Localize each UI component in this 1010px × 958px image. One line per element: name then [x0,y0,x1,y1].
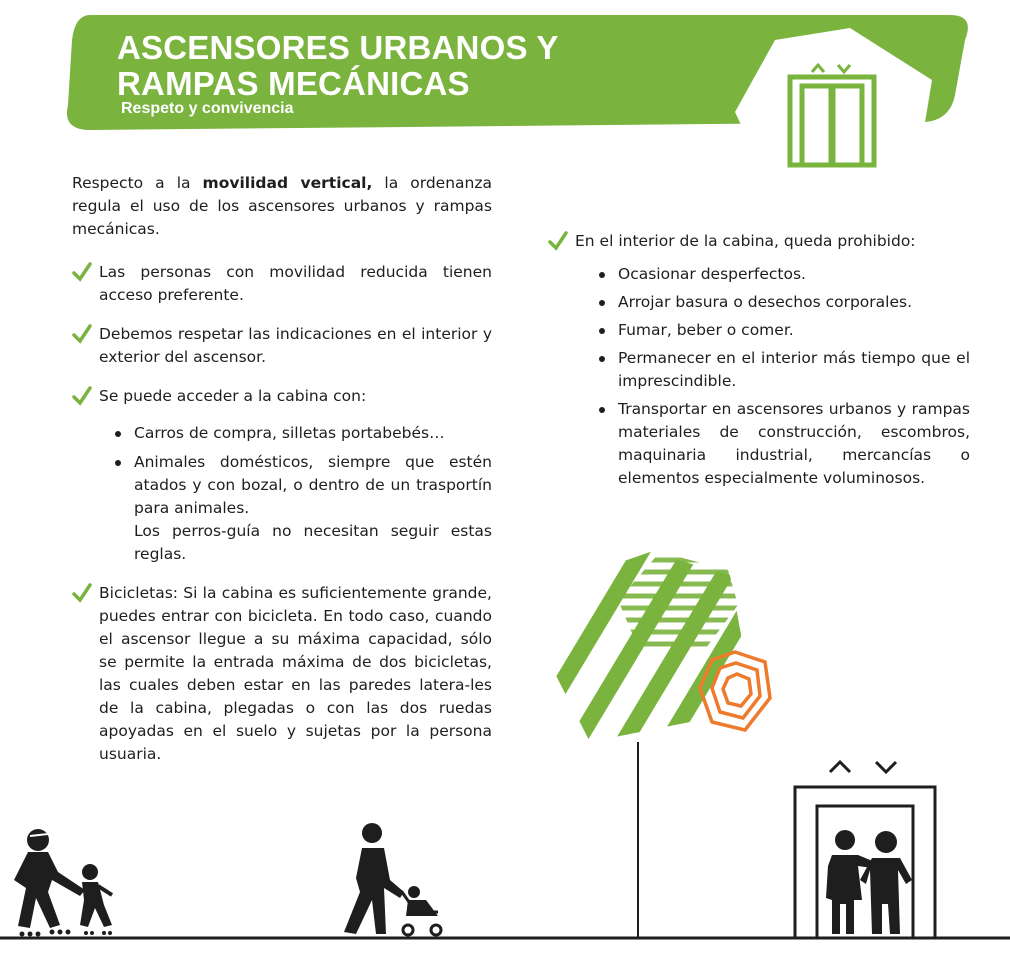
cabin-access-list [107,422,492,566]
rule-cabin-access: Se puede acceder a la cabina con: Carros de compra, silletas portabebés… Animales domésticos, siempre que estén atados y con bozal, o dentro de un trasportín para animales. Los perros-guía no necesitan seguir estas reglas. [72,385,492,566]
right-column [548,230,970,506]
prohibited-list [591,263,970,490]
rule-respect-indications: Debemos respetar las indicaciones en el interior y exterior del ascensor. [72,323,492,369]
list-item: Ocasionar desperfectos. [591,263,970,286]
rule-reduced-mobility: Las personas con movilidad reducida tienen acceso preferente. [72,261,492,307]
skaters-icon [14,829,112,937]
checkmark-icon [72,386,92,406]
list-item: Carros de compra, silletas portabebés… [107,422,492,445]
list-item: Fumar, beber o comer. [591,319,970,342]
checkmark-icon [548,231,568,251]
checkmark-icon [72,583,92,603]
rule-prohibited-in-cabin: En el interior de la cabina, queda prohibido: Ocasionar desperfectos. Arrojar basura o desechos corporales. Fumar, beber o comer. Permanecer en el interior más tiempo que el imprescindible. Transportar en ascensores urbanos y rampas materiales de construcción, escombros, maquinaria industrial, mercancías o elementos especialmente voluminosos. [548,230,970,490]
page-title: ASCENSORES URBANOS Y RAMPAS MECÁNICAS [117,29,559,102]
checkmark-icon [72,262,92,282]
left-column [72,172,492,782]
tree-icon [540,520,800,938]
elevator-with-people-icon [795,762,935,938]
list-item: Animales domésticos, siempre que estén atados y con bozal, o dentro de un trasportín para animales. Los perros-guía no necesitan seguir estas reglas. [107,451,492,566]
guide-dog-note: Los perros-guía no necesitan seguir estas reglas. [134,522,492,563]
list-item: Transportar en ascensores urbanos y rampas materiales de construcción, escombros, maquinaria industrial, mercancías o elementos especialmente voluminosos. [591,398,970,490]
intro-paragraph: Respecto a la movilidad vertical, la ordenanza regula el uso de los ascensores urbanos y rampas mecánicas. [72,174,492,238]
rule-bicycles: Bicicletas: Si la cabina es suficientemente grande, puedes entrar con bicicleta. En todo caso, cuando el ascensor llegue a su máxima capacidad, sólo se permite la entrada máxima de dos bicicletas, las cuales deben estar en las paredes latera-les de la cabina, plegadas o con las dos ruedas apoyadas en el suelo y sujetas por la persona usuaria. [72,582,492,766]
list-item: Permanecer en el interior más tiempo que el imprescindible. [591,347,970,393]
checkmark-icon [72,324,92,344]
page-subtitle: Respeto y convivencia [121,100,294,117]
parent-with-stroller-icon [344,823,441,935]
list-item: Arrojar basura o desechos corporales. [591,291,970,314]
